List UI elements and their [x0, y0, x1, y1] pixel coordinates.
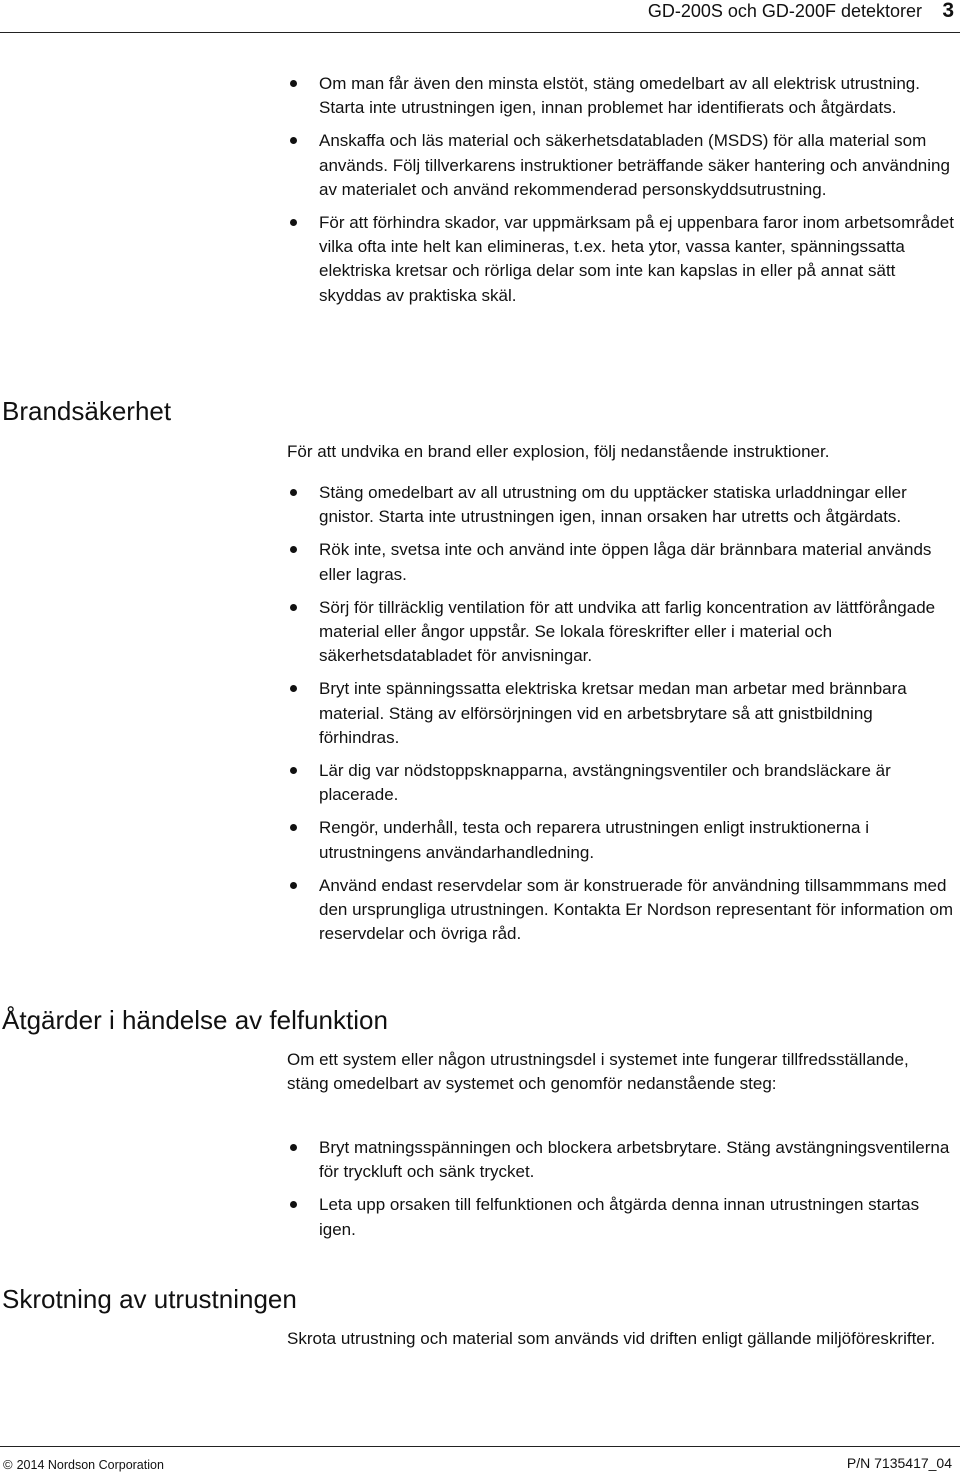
list-item: Lär dig var nödstoppsknapparna, avstängningsventiler och brandsläckare är placerade.: [287, 759, 957, 807]
copyright-text: 2014 Nordson Corporation: [16, 1458, 164, 1472]
fire-safety-bullet-list: [287, 481, 957, 955]
list-item: Sörj för tillräcklig ventilation för att undvika att farlig koncentration av lättförångade material eller ångor uppstår. Se lokala föreskrifter eller i material och säkerhetsdatabladet för anvisningar.: [287, 596, 957, 669]
section-heading-fire-safety: Brandsäkerhet: [2, 396, 172, 426]
footer-copyright: [3, 1457, 164, 1472]
list-item: Leta upp orsaken till felfunktionen och åtgärda denna innan utrustningen startas igen.: [287, 1193, 957, 1241]
header-divider: [0, 32, 960, 33]
footer-divider: [0, 1446, 960, 1447]
section-heading-malfunction: Åtgärder i händelse av felfunktion: [2, 1005, 388, 1035]
list-item: För att förhindra skador, var uppmärksam på ej uppenbara faror inom arbetsområdet vilka ofta inte helt kan elimineras, t.ex. heta ytor, vassa kanter, spänningssatta elektriska kretsar och rörliga delar som inte kan kapslas in eller på annat sätt skyddas av praktiska skäl.: [287, 211, 957, 308]
page-number: 3: [942, 0, 954, 22]
list-item: Bryt inte spänningssatta elektriska kretsar medan man arbetar med brännbara material. Stäng av elförsörjningen vid en arbetsbrytare så att gnistbildning förhindras.: [287, 677, 957, 750]
list-item: Rengör, underhåll, testa och reparera utrustningen enligt instruktionerna i utrustningens användarhandledning.: [287, 816, 957, 864]
list-item: Anskaffa och läs material och säkerhetsdatabladen (MSDS) för alla material som används. Följ tillverkarens instruktioner beträffande säker hantering och användning av materialet och använd rekommenderad personskyddsutrustning.: [287, 129, 957, 202]
disposal-text: Skrota utrustning och material som används vid driften enligt gällande miljöföreskrifter.: [287, 1329, 936, 1348]
list-item: Rök inte, svetsa inte och använd inte öppen låga där brännbara material används eller lagras.: [287, 538, 957, 586]
section-heading-disposal: Skrotning av utrustningen: [2, 1284, 297, 1314]
malfunction-intro: Om ett system eller någon utrustningsdel i systemet inte fungerar tillfredsställande, stäng omedelbart av systemet och genomför nedanstående steg:: [287, 1050, 909, 1094]
header-title: GD-200S och GD-200F detektorer: [647, 1, 922, 21]
fire-safety-intro: För att undvika en brand eller explosion, följ nedanstående instruktioner.: [287, 442, 830, 461]
intro-bullet-list: [287, 72, 957, 317]
footer-part-number: P/N 7135417_04: [846, 1455, 952, 1471]
list-item: Bryt matningsspänningen och blockera arbetsbrytare. Stäng avstängningsventilerna för tryckluft och sänk trycket.: [287, 1136, 957, 1184]
malfunction-bullet-list: [287, 1136, 957, 1251]
list-item: Om man får även den minsta elstöt, stäng omedelbart av all elektrisk utrustning. Starta inte utrustningen igen, innan problemet har identifierats och åtgärdats.: [287, 72, 957, 120]
copyright-icon: ©: [3, 1457, 13, 1472]
list-item: Använd endast reservdelar som är konstruerade för användning tillsammmans med den ursprungliga utrustningen. Kontakta Er Nordson representant för information om reservdelar och övriga råd.: [287, 874, 957, 947]
list-item: Stäng omedelbart av all utrustning om du upptäcker statiska urladdningar eller gnistor. Starta inte utrustningen igen, innan orsaken har utretts och åtgärdats.: [287, 481, 957, 529]
